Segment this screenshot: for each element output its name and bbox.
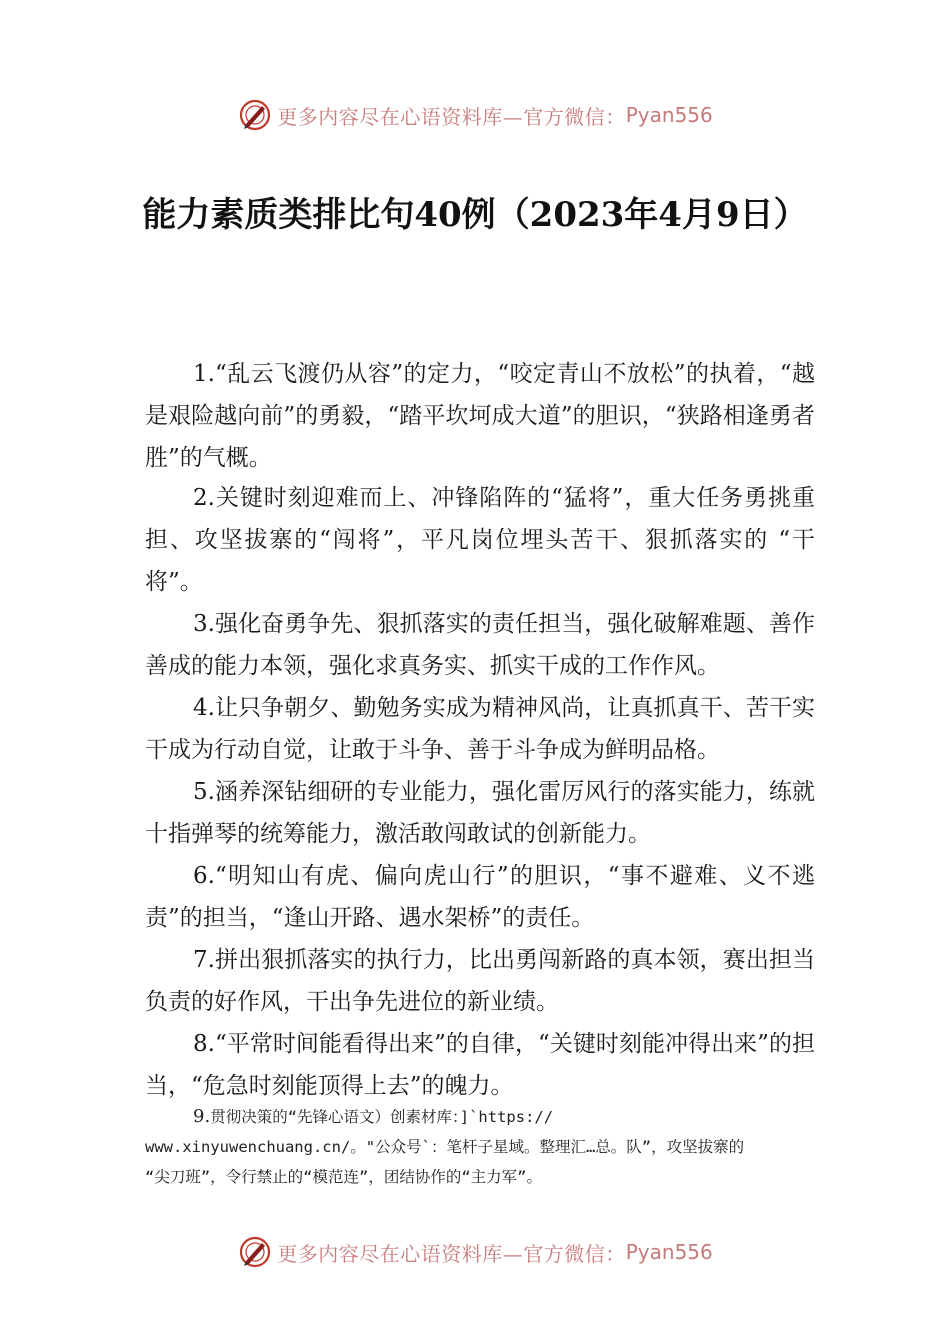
last-item-line-1: 贯彻决策的“先锋心语文）创素材库：]`https:// — [210, 1108, 554, 1126]
pen-seal-logo-icon — [237, 1234, 273, 1270]
banner-wechat-id: Pyan556 — [625, 103, 713, 127]
last-item-line-3: “尖刀班”，令行禁止的“模范连”，团结协作的“主力军”。 — [145, 1168, 542, 1186]
last-item-line-2: www.xinyuwenchuang.cn/。"公众号`：笔杆子星域。整理汇…总。队”，攻坚拔寨的 — [145, 1138, 745, 1156]
banner-text: 更多内容尽在心语资料库—官方微信： — [277, 1241, 626, 1266]
list-item: 3.强化奋勇争先、狠抓落实的责任担当，强化破解难题、善作善成的能力本领，强化求真务实、抓实干成的工作作风。 — [145, 611, 815, 679]
header-banner — [0, 95, 950, 135]
banner-text: 更多内容尽在心语资料库—官方微信： — [277, 104, 626, 129]
list-item: 6.“明知山有虎、偏向虎山行”的胆识，“事不避难、义不逃责”的担当，“逢山开路、遇水架桥”的责任。 — [145, 863, 815, 931]
list-item: 1.“乱云飞渡仍从容”的定力，“咬定青山不放松”的执着，“越是艰险越向前”的勇毅，“踏平坎坷成大道”的胆识，“狭路相逢勇者胜”的气概。 — [145, 361, 815, 471]
list-item: 2.关键时刻迎难而上、冲锋陷阵的“猛将”，重大任务勇挑重担、攻坚拔寨的“闯将”，平凡岗位埋头苦干、狠抓落实的 “干将”。 — [145, 485, 815, 595]
footer-banner — [0, 1232, 950, 1272]
banner-wechat-id: Pyan556 — [625, 1240, 713, 1264]
list-item: 8.“平常时间能看得出来”的自律，“关键时刻能冲得出来”的担当，“危急时刻能顶得上去”的魄力。 — [145, 1031, 815, 1099]
pen-seal-logo-icon — [237, 97, 273, 133]
article-body — [145, 353, 815, 1107]
list-item-number: 9. — [193, 1106, 211, 1127]
list-item: 4.让只争朝夕、勤勉务实成为精神风尚，让真抓真干、苦干实干成为行动自觉，让敢于斗争、善于斗争成为鲜明品格。 — [145, 695, 815, 763]
list-item: 5.涵养深钻细研的专业能力，强化雷厉风行的落实能力，练就十指弹琴的统筹能力，激活敢闯敢试的创新能力。 — [145, 779, 815, 847]
page-title: 能力素质类排比句40例（2023年4月9日） — [142, 195, 808, 235]
list-item-last — [145, 1102, 815, 1192]
list-item: 7.拼出狠抓落实的执行力，比出勇闯新路的真本领，赛出担当负责的好作风，干出争先进位的新业绩。 — [145, 947, 815, 1015]
